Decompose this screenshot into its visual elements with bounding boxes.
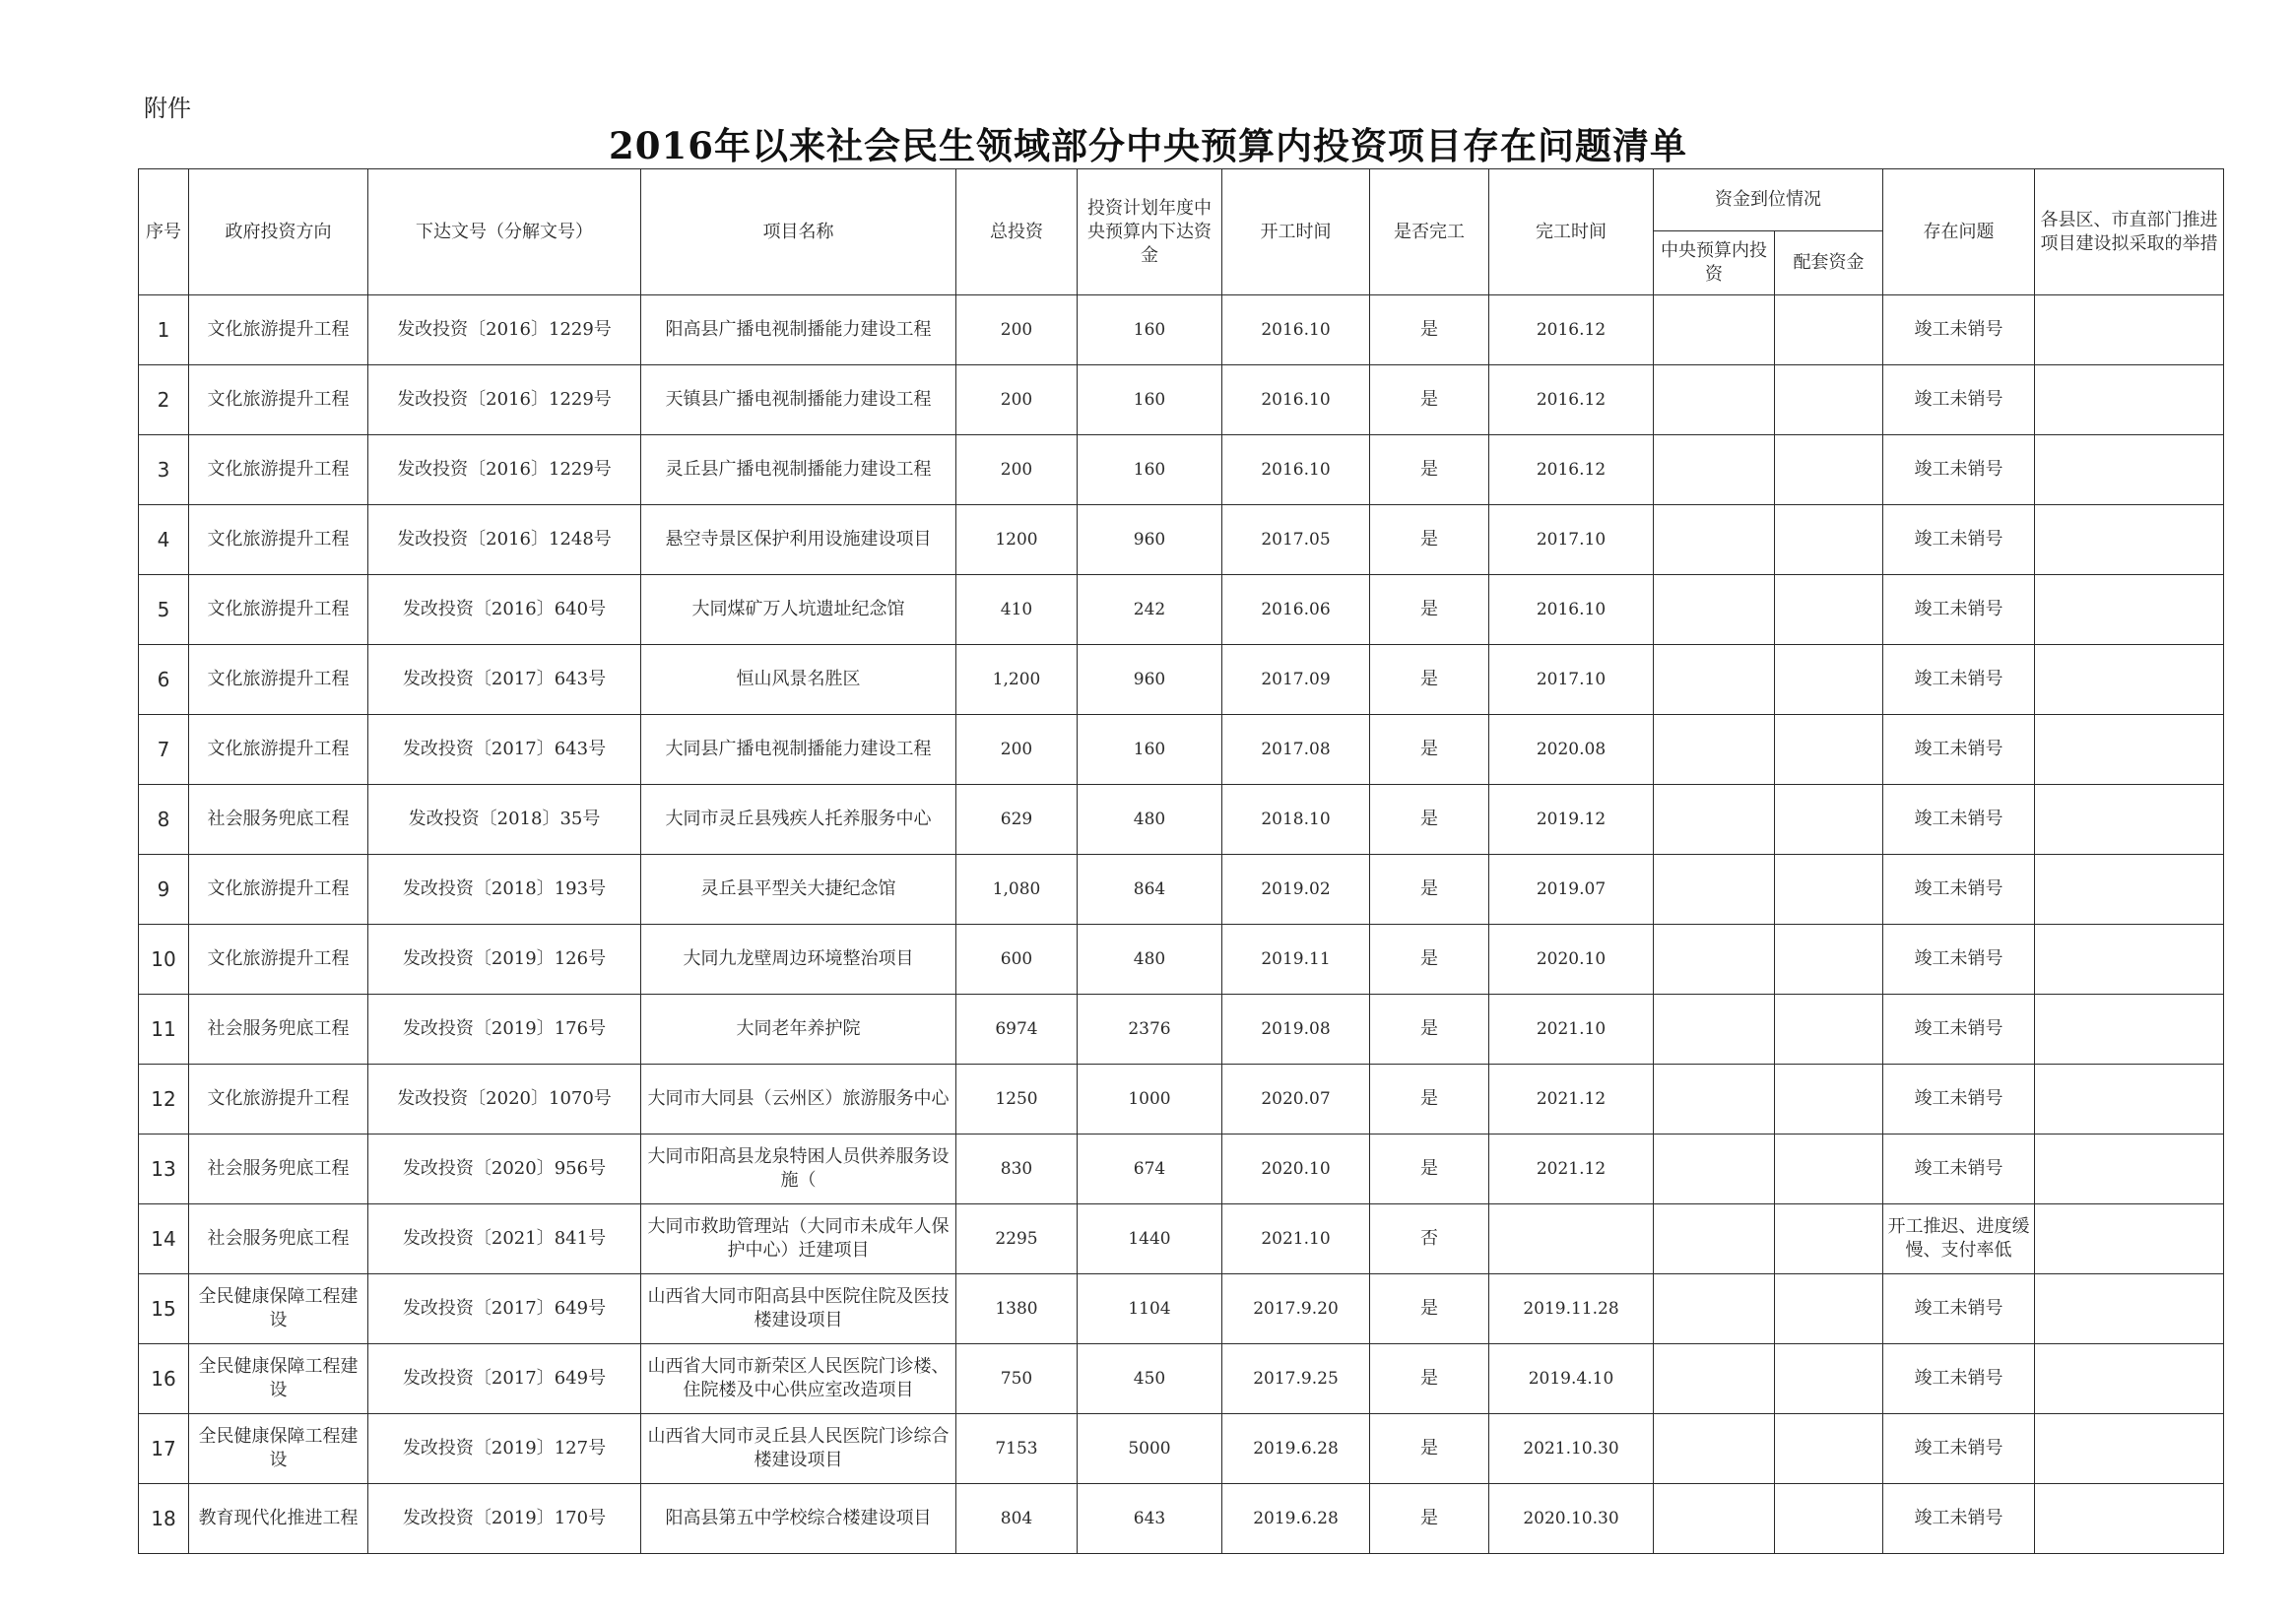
cell-total: 1,080	[956, 855, 1078, 925]
table-body	[139, 295, 2224, 1554]
cell-index: 5	[139, 575, 189, 645]
table-row	[139, 645, 2224, 715]
cell-problem: 竣工未销号	[1883, 1065, 2035, 1135]
cell-problem: 竣工未销号	[1883, 785, 2035, 855]
cell-problem: 竣工未销号	[1883, 1274, 2035, 1344]
cell-problem: 竣工未销号	[1883, 365, 2035, 435]
cell-total: 629	[956, 785, 1078, 855]
cell-end: 2021.10.30	[1489, 1414, 1654, 1484]
cell-central-plan: 5000	[1078, 1414, 1222, 1484]
cell-project: 大同市阳高县龙泉特困人员供养服务设施（	[641, 1135, 956, 1204]
cell-funds-matching	[1775, 295, 1883, 365]
cell-index: 6	[139, 645, 189, 715]
cell-project: 悬空寺景区保护利用设施建设项目	[641, 505, 956, 575]
header-direction: 政府投资方向	[189, 169, 368, 295]
cell-funds-central	[1654, 1065, 1775, 1135]
cell-funds-central	[1654, 1135, 1775, 1204]
cell-start: 2020.10	[1222, 1135, 1370, 1204]
cell-completed: 是	[1370, 645, 1489, 715]
cell-total: 200	[956, 435, 1078, 505]
cell-index: 15	[139, 1274, 189, 1344]
cell-start: 2018.10	[1222, 785, 1370, 855]
cell-total: 2295	[956, 1204, 1078, 1274]
cell-central-plan: 160	[1078, 295, 1222, 365]
header-central-plan: 投资计划年度中央预算内下达资金	[1078, 169, 1222, 295]
cell-completed: 是	[1370, 365, 1489, 435]
cell-total: 7153	[956, 1414, 1078, 1484]
cell-completed: 是	[1370, 1274, 1489, 1344]
cell-measures	[2035, 925, 2224, 995]
cell-end	[1489, 1204, 1654, 1274]
cell-end: 2017.10	[1489, 505, 1654, 575]
cell-project: 灵丘县广播电视制播能力建设工程	[641, 435, 956, 505]
cell-problem: 竣工未销号	[1883, 715, 2035, 785]
cell-project: 大同煤矿万人坑遗址纪念馆	[641, 575, 956, 645]
table-header	[139, 169, 2224, 295]
cell-central-plan: 480	[1078, 925, 1222, 995]
cell-doc-no: 发改投资〔2017〕649号	[368, 1274, 641, 1344]
cell-completed: 是	[1370, 855, 1489, 925]
cell-total: 750	[956, 1344, 1078, 1414]
cell-direction: 社会服务兜底工程	[189, 995, 368, 1065]
cell-direction: 文化旅游提升工程	[189, 855, 368, 925]
cell-end: 2019.11.28	[1489, 1274, 1654, 1344]
cell-total: 1380	[956, 1274, 1078, 1344]
cell-end: 2019.4.10	[1489, 1344, 1654, 1414]
cell-central-plan: 643	[1078, 1484, 1222, 1554]
header-end: 完工时间	[1489, 169, 1654, 295]
table-row	[139, 1204, 2224, 1274]
cell-funds-central	[1654, 715, 1775, 785]
header-problem: 存在问题	[1883, 169, 2035, 295]
cell-measures	[2035, 715, 2224, 785]
cell-end: 2021.12	[1489, 1135, 1654, 1204]
cell-measures	[2035, 505, 2224, 575]
cell-funds-matching	[1775, 855, 1883, 925]
cell-direction: 社会服务兜底工程	[189, 1135, 368, 1204]
cell-direction: 文化旅游提升工程	[189, 435, 368, 505]
cell-index: 8	[139, 785, 189, 855]
cell-central-plan: 674	[1078, 1135, 1222, 1204]
cell-measures	[2035, 1274, 2224, 1344]
cell-doc-no: 发改投资〔2018〕193号	[368, 855, 641, 925]
table-row	[139, 1135, 2224, 1204]
table-row	[139, 1414, 2224, 1484]
cell-start: 2017.08	[1222, 715, 1370, 785]
cell-measures	[2035, 1344, 2224, 1414]
cell-total: 804	[956, 1484, 1078, 1554]
table-row	[139, 295, 2224, 365]
cell-completed: 是	[1370, 785, 1489, 855]
table-row	[139, 925, 2224, 995]
cell-central-plan: 160	[1078, 715, 1222, 785]
table-row	[139, 785, 2224, 855]
cell-end: 2021.12	[1489, 1065, 1654, 1135]
cell-index: 7	[139, 715, 189, 785]
table-row	[139, 1344, 2224, 1414]
cell-central-plan: 1440	[1078, 1204, 1222, 1274]
cell-measures	[2035, 1135, 2224, 1204]
cell-end: 2016.10	[1489, 575, 1654, 645]
cell-doc-no: 发改投资〔2017〕643号	[368, 715, 641, 785]
cell-end: 2016.12	[1489, 365, 1654, 435]
table-row	[139, 1065, 2224, 1135]
cell-project: 大同县广播电视制播能力建设工程	[641, 715, 956, 785]
cell-project: 天镇县广播电视制播能力建设工程	[641, 365, 956, 435]
cell-total: 200	[956, 365, 1078, 435]
table-row	[139, 1484, 2224, 1554]
cell-problem: 竣工未销号	[1883, 995, 2035, 1065]
cell-measures	[2035, 995, 2224, 1065]
cell-problem: 竣工未销号	[1883, 435, 2035, 505]
cell-completed: 是	[1370, 1344, 1489, 1414]
cell-measures	[2035, 785, 2224, 855]
cell-funds-matching	[1775, 785, 1883, 855]
cell-completed: 是	[1370, 295, 1489, 365]
cell-problem: 竣工未销号	[1883, 295, 2035, 365]
cell-start: 2020.07	[1222, 1065, 1370, 1135]
cell-end: 2017.10	[1489, 645, 1654, 715]
cell-start: 2019.6.28	[1222, 1414, 1370, 1484]
cell-central-plan: 1000	[1078, 1065, 1222, 1135]
cell-funds-central	[1654, 645, 1775, 715]
cell-direction: 教育现代化推进工程	[189, 1484, 368, 1554]
header-measures: 各县区、市直部门推进项目建设拟采取的举措	[2035, 169, 2224, 295]
table-row	[139, 505, 2224, 575]
header-start: 开工时间	[1222, 169, 1370, 295]
cell-funds-central	[1654, 925, 1775, 995]
cell-funds-matching	[1775, 1204, 1883, 1274]
cell-funds-matching	[1775, 435, 1883, 505]
cell-doc-no: 发改投资〔2020〕956号	[368, 1135, 641, 1204]
cell-doc-no: 发改投资〔2017〕649号	[368, 1344, 641, 1414]
cell-project: 大同九龙壁周边环境整治项目	[641, 925, 956, 995]
cell-start: 2019.11	[1222, 925, 1370, 995]
cell-funds-matching	[1775, 925, 1883, 995]
cell-doc-no: 发改投资〔2016〕1229号	[368, 295, 641, 365]
cell-central-plan: 2376	[1078, 995, 1222, 1065]
cell-project: 大同市灵丘县残疾人托养服务中心	[641, 785, 956, 855]
header-project: 项目名称	[641, 169, 956, 295]
cell-project: 阳高县第五中学校综合楼建设项目	[641, 1484, 956, 1554]
cell-funds-matching	[1775, 1344, 1883, 1414]
cell-total: 410	[956, 575, 1078, 645]
cell-project: 山西省大同市新荣区人民医院门诊楼、住院楼及中心供应室改造项目	[641, 1344, 956, 1414]
cell-central-plan: 960	[1078, 645, 1222, 715]
cell-measures	[2035, 645, 2224, 715]
cell-start: 2016.10	[1222, 365, 1370, 435]
header-doc-no: 下达文号（分解文号）	[368, 169, 641, 295]
cell-direction: 文化旅游提升工程	[189, 505, 368, 575]
cell-funds-central	[1654, 435, 1775, 505]
cell-direction: 文化旅游提升工程	[189, 645, 368, 715]
cell-funds-matching	[1775, 1414, 1883, 1484]
header-funds-group: 资金到位情况	[1654, 169, 1883, 231]
cell-completed: 是	[1370, 995, 1489, 1065]
cell-funds-central	[1654, 785, 1775, 855]
cell-project: 灵丘县平型关大捷纪念馆	[641, 855, 956, 925]
cell-funds-matching	[1775, 1484, 1883, 1554]
cell-measures	[2035, 1065, 2224, 1135]
cell-central-plan: 480	[1078, 785, 1222, 855]
cell-project: 山西省大同市灵丘县人民医院门诊综合楼建设项目	[641, 1414, 956, 1484]
cell-problem: 竣工未销号	[1883, 505, 2035, 575]
cell-funds-central	[1654, 1274, 1775, 1344]
cell-direction: 社会服务兜底工程	[189, 1204, 368, 1274]
cell-index: 14	[139, 1204, 189, 1274]
cell-problem: 竣工未销号	[1883, 645, 2035, 715]
cell-index: 12	[139, 1065, 189, 1135]
cell-end: 2020.08	[1489, 715, 1654, 785]
cell-funds-matching	[1775, 645, 1883, 715]
cell-project: 大同市大同县（云州区）旅游服务中心	[641, 1065, 956, 1135]
cell-direction: 文化旅游提升工程	[189, 295, 368, 365]
table-row	[139, 575, 2224, 645]
cell-funds-matching	[1775, 995, 1883, 1065]
cell-problem: 开工推迟、进度缓慢、支付率低	[1883, 1204, 2035, 1274]
cell-problem: 竣工未销号	[1883, 855, 2035, 925]
cell-doc-no: 发改投资〔2019〕176号	[368, 995, 641, 1065]
cell-funds-central	[1654, 575, 1775, 645]
cell-funds-central	[1654, 1414, 1775, 1484]
table-row	[139, 995, 2224, 1065]
attachment-label: 附件	[144, 95, 191, 122]
cell-start: 2019.02	[1222, 855, 1370, 925]
cell-funds-matching	[1775, 365, 1883, 435]
cell-measures	[2035, 295, 2224, 365]
cell-start: 2016.10	[1222, 295, 1370, 365]
cell-funds-central	[1654, 855, 1775, 925]
cell-end: 2019.07	[1489, 855, 1654, 925]
cell-project: 大同市救助管理站（大同市未成年人保护中心）迁建项目	[641, 1204, 956, 1274]
problem-list-table	[138, 168, 2224, 1554]
cell-index: 11	[139, 995, 189, 1065]
cell-index: 4	[139, 505, 189, 575]
cell-central-plan: 864	[1078, 855, 1222, 925]
cell-end: 2020.10	[1489, 925, 1654, 995]
cell-start: 2019.6.28	[1222, 1484, 1370, 1554]
header-total: 总投资	[956, 169, 1078, 295]
cell-funds-central	[1654, 365, 1775, 435]
cell-direction: 社会服务兜底工程	[189, 785, 368, 855]
cell-direction: 文化旅游提升工程	[189, 715, 368, 785]
cell-end: 2020.10.30	[1489, 1484, 1654, 1554]
cell-completed: 是	[1370, 1484, 1489, 1554]
cell-problem: 竣工未销号	[1883, 925, 2035, 995]
cell-funds-central	[1654, 1204, 1775, 1274]
cell-end: 2021.10	[1489, 995, 1654, 1065]
cell-central-plan: 242	[1078, 575, 1222, 645]
cell-start: 2016.10	[1222, 435, 1370, 505]
cell-direction: 文化旅游提升工程	[189, 1065, 368, 1135]
cell-doc-no: 发改投资〔2019〕127号	[368, 1414, 641, 1484]
cell-start: 2019.08	[1222, 995, 1370, 1065]
cell-central-plan: 160	[1078, 365, 1222, 435]
cell-index: 10	[139, 925, 189, 995]
cell-index: 17	[139, 1414, 189, 1484]
cell-completed: 是	[1370, 715, 1489, 785]
document-title: 2016年以来社会民生领域部分中央预算内投资项目存在问题清单	[609, 124, 1687, 167]
cell-total: 1250	[956, 1065, 1078, 1135]
header-funds-central: 中央预算内投资	[1654, 231, 1775, 295]
cell-start: 2021.10	[1222, 1204, 1370, 1274]
cell-funds-central	[1654, 1484, 1775, 1554]
cell-problem: 竣工未销号	[1883, 1344, 2035, 1414]
cell-doc-no: 发改投资〔2016〕1248号	[368, 505, 641, 575]
cell-doc-no: 发改投资〔2020〕1070号	[368, 1065, 641, 1135]
cell-funds-matching	[1775, 505, 1883, 575]
header-funds-matching: 配套资金	[1775, 231, 1883, 295]
table-row	[139, 435, 2224, 505]
cell-doc-no: 发改投资〔2016〕1229号	[368, 435, 641, 505]
cell-central-plan: 960	[1078, 505, 1222, 575]
cell-problem: 竣工未销号	[1883, 1484, 2035, 1554]
cell-start: 2017.9.25	[1222, 1344, 1370, 1414]
cell-problem: 竣工未销号	[1883, 1135, 2035, 1204]
cell-measures	[2035, 855, 2224, 925]
table-row	[139, 715, 2224, 785]
cell-direction: 文化旅游提升工程	[189, 575, 368, 645]
cell-start: 2017.09	[1222, 645, 1370, 715]
cell-doc-no: 发改投资〔2019〕126号	[368, 925, 641, 995]
cell-total: 1,200	[956, 645, 1078, 715]
cell-end: 2016.12	[1489, 435, 1654, 505]
header-completed: 是否完工	[1370, 169, 1489, 295]
cell-completed: 是	[1370, 435, 1489, 505]
cell-funds-matching	[1775, 1135, 1883, 1204]
cell-start: 2016.06	[1222, 575, 1370, 645]
cell-funds-matching	[1775, 1065, 1883, 1135]
table-row	[139, 1274, 2224, 1344]
cell-direction: 全民健康保障工程建设	[189, 1344, 368, 1414]
cell-direction: 文化旅游提升工程	[189, 365, 368, 435]
cell-project: 山西省大同市阳高县中医院住院及医技楼建设项目	[641, 1274, 956, 1344]
cell-funds-matching	[1775, 1274, 1883, 1344]
cell-index: 18	[139, 1484, 189, 1554]
cell-central-plan: 450	[1078, 1344, 1222, 1414]
cell-doc-no: 发改投资〔2021〕841号	[368, 1204, 641, 1274]
cell-doc-no: 发改投资〔2016〕1229号	[368, 365, 641, 435]
cell-funds-central	[1654, 505, 1775, 575]
cell-total: 600	[956, 925, 1078, 995]
cell-start: 2017.05	[1222, 505, 1370, 575]
cell-measures	[2035, 1204, 2224, 1274]
cell-completed: 是	[1370, 1414, 1489, 1484]
cell-total: 1200	[956, 505, 1078, 575]
cell-measures	[2035, 1484, 2224, 1554]
cell-funds-central	[1654, 295, 1775, 365]
cell-funds-central	[1654, 1344, 1775, 1414]
cell-doc-no: 发改投资〔2019〕170号	[368, 1484, 641, 1554]
cell-doc-no: 发改投资〔2017〕643号	[368, 645, 641, 715]
cell-funds-matching	[1775, 715, 1883, 785]
cell-doc-no: 发改投资〔2016〕640号	[368, 575, 641, 645]
cell-direction: 文化旅游提升工程	[189, 925, 368, 995]
cell-problem: 竣工未销号	[1883, 575, 2035, 645]
cell-doc-no: 发改投资〔2018〕35号	[368, 785, 641, 855]
cell-central-plan: 160	[1078, 435, 1222, 505]
cell-end: 2019.12	[1489, 785, 1654, 855]
header-index: 序号	[139, 169, 189, 295]
cell-funds-central	[1654, 995, 1775, 1065]
cell-total: 200	[956, 715, 1078, 785]
cell-measures	[2035, 365, 2224, 435]
cell-completed: 否	[1370, 1204, 1489, 1274]
table-row	[139, 365, 2224, 435]
cell-index: 3	[139, 435, 189, 505]
cell-end: 2016.12	[1489, 295, 1654, 365]
cell-index: 9	[139, 855, 189, 925]
cell-start: 2017.9.20	[1222, 1274, 1370, 1344]
cell-completed: 是	[1370, 575, 1489, 645]
cell-completed: 是	[1370, 505, 1489, 575]
cell-project: 大同老年养护院	[641, 995, 956, 1065]
cell-total: 6974	[956, 995, 1078, 1065]
cell-index: 13	[139, 1135, 189, 1204]
cell-completed: 是	[1370, 925, 1489, 995]
cell-index: 2	[139, 365, 189, 435]
cell-measures	[2035, 1414, 2224, 1484]
cell-total: 830	[956, 1135, 1078, 1204]
cell-completed: 是	[1370, 1135, 1489, 1204]
cell-completed: 是	[1370, 1065, 1489, 1135]
cell-index: 1	[139, 295, 189, 365]
table-row	[139, 855, 2224, 925]
cell-direction: 全民健康保障工程建设	[189, 1414, 368, 1484]
cell-measures	[2035, 575, 2224, 645]
cell-problem: 竣工未销号	[1883, 1414, 2035, 1484]
cell-project: 阳高县广播电视制播能力建设工程	[641, 295, 956, 365]
cell-total: 200	[956, 295, 1078, 365]
cell-funds-matching	[1775, 575, 1883, 645]
cell-index: 16	[139, 1344, 189, 1414]
cell-project: 恒山风景名胜区	[641, 645, 956, 715]
cell-central-plan: 1104	[1078, 1274, 1222, 1344]
cell-direction: 全民健康保障工程建设	[189, 1274, 368, 1344]
cell-measures	[2035, 435, 2224, 505]
